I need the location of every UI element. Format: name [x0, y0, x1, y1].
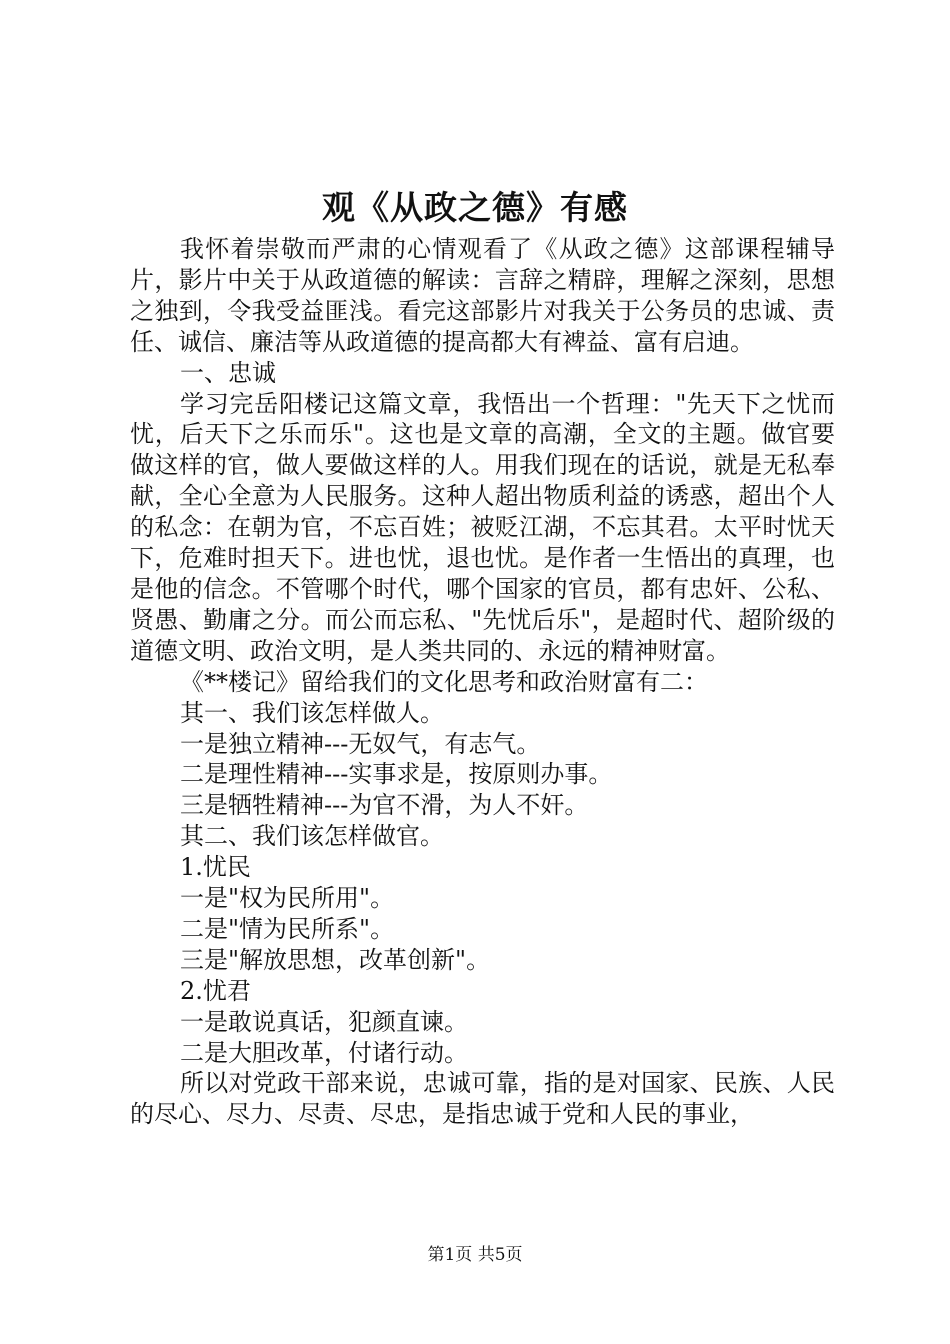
paragraph-yueyang: 学习完岳阳楼记这篇文章，我悟出一个哲理："先天下之忧而忧，后天下之乐而乐"。这也是文章的高潮，全文的主题。做官要做这样的官，做人要做这样的人。用我们现在的话说，就是无私奉献，全心全意为人民服务。这种人超出物质利益的诱惑，超出个人的私念：在朝为官，不忘百姓；被贬江湖，不忘其君。太平时忧天下，危难时担天下。进也忧，退也忧。是作者一生悟出的真理，也是他的信念。不管哪个时代，哪个国家的官员，都有忠奸、公私、贤愚、勤庸之分。而公而忘私、"先忧后乐"，是超时代、超阶级的道德文明、政治文明，是人类共同的、永远的精神财富。: [130, 389, 835, 665]
list-item: 其一、我们该怎样做人。: [180, 698, 444, 727]
page-footer: 第1页 共5页: [427, 1245, 523, 1265]
list-item: 二是"情为民所系"。: [180, 914, 395, 943]
list-item: 三是"解放思想，改革创新"。: [180, 945, 491, 974]
list-item: 一是敢说真话，犯颜直谏。: [180, 1007, 468, 1036]
list-item: 其二、我们该怎样做官。: [180, 822, 444, 851]
paragraph-conclusion: 所以对党政干部来说，忠诚可靠，指的是对国家、民族、人民的尽心、尽力、尽责、尽忠，是指忠诚于党和人民的事业，: [130, 1069, 835, 1129]
document-body: [130, 234, 835, 1130]
list-item: 三是牺牲精神---为官不滑，为人不奸。: [180, 791, 589, 820]
list-item: 一是"权为民所用"。: [180, 884, 395, 913]
list-item: 二是理性精神---实事求是，按原则办事。: [180, 760, 613, 789]
list-item: 1.忧民: [180, 853, 251, 882]
list-item: 一是独立精神---无奴气，有志气。: [180, 729, 541, 758]
paragraph-intro: 我怀着崇敬而严肃的心情观看了《从政之德》这部课程辅导片，影片中关于从政道德的解读：言辞之精辟，理解之深刻，思想之独到，令我受益匪浅。看完这部影片对我关于公务员的忠诚、责任、诚信、廉洁等从政道德的提高都大有裨益、富有启迪。: [130, 235, 835, 356]
document-title: 观《从政之德》有感: [322, 188, 628, 227]
list-item: 2.忧君: [180, 976, 251, 1005]
paragraph-legacy: 《**楼记》留给我们的文化思考和政治财富有二：: [180, 667, 708, 696]
list-item: 二是大胆改革，付诸行动。: [180, 1038, 468, 1067]
section-heading-loyalty: 一、忠诚: [180, 358, 276, 387]
